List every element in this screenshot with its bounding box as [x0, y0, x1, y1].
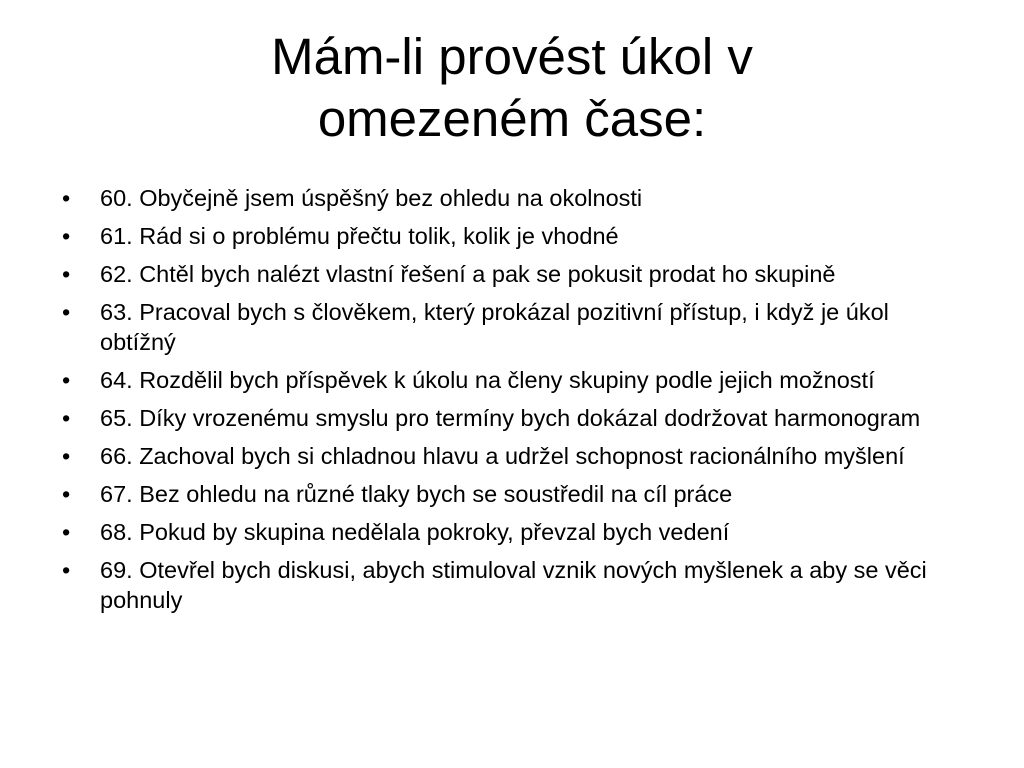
- bullet-icon: •: [62, 557, 71, 583]
- bullet-icon: •: [62, 185, 71, 211]
- list-item: [0, 183, 1024, 213]
- bullet-icon: •: [62, 367, 71, 393]
- list-item-text: 63. Pracoval bych s člověkem, který prokázal pozitivní přístup, i když je úkol obtížný: [100, 299, 889, 355]
- list-item-text: 64. Rozdělil bych příspěvek k úkolu na členy skupiny podle jejich možností: [100, 367, 875, 393]
- slide-title-line-2: omezeném čase:: [317, 90, 707, 147]
- slide-title: [80, 26, 944, 150]
- list-item-text: 67. Bez ohledu na různé tlaky bych se soustředil na cíl práce: [100, 481, 733, 507]
- list-item: [0, 259, 1024, 289]
- list-item: [0, 555, 1024, 615]
- list-item: [0, 403, 1024, 433]
- list-item: [0, 297, 1024, 357]
- list-item: [0, 441, 1024, 471]
- list-item: [0, 365, 1024, 395]
- list-item-text: 65. Díky vrozenému smyslu pro termíny bych dokázal dodržovat harmonogram: [100, 405, 921, 431]
- list-item-text: 66. Zachoval bych si chladnou hlavu a udržel schopnost racionálního myšlení: [100, 443, 905, 469]
- list-item-text: 68. Pokud by skupina nedělala pokroky, převzal bych vedení: [100, 519, 730, 545]
- list-item: [0, 479, 1024, 509]
- bullet-icon: •: [62, 223, 71, 249]
- bullet-icon: •: [62, 443, 71, 469]
- list-item-text: 61. Rád si o problému přečtu tolik, kolik je vhodné: [100, 223, 619, 249]
- bullet-icon: •: [62, 481, 71, 507]
- list-item-text: 60. Obyčejně jsem úspěšný bez ohledu na okolnosti: [100, 185, 643, 211]
- list-item: [0, 517, 1024, 547]
- list-item: [0, 221, 1024, 251]
- bullet-icon: •: [62, 519, 71, 545]
- bullet-list: [0, 183, 1024, 623]
- bullet-icon: •: [62, 261, 71, 287]
- slide-title-line-1: Mám-li provést úkol v: [271, 28, 753, 85]
- bullet-icon: •: [62, 405, 71, 431]
- list-item-text: 62. Chtěl bych nalézt vlastní řešení a pak se pokusit prodat ho skupině: [100, 261, 836, 287]
- bullet-icon: •: [62, 299, 71, 325]
- list-item-text: 69. Otevřel bych diskusi, abych stimuloval vznik nových myšlenek a aby se věci pohnuly: [100, 557, 927, 613]
